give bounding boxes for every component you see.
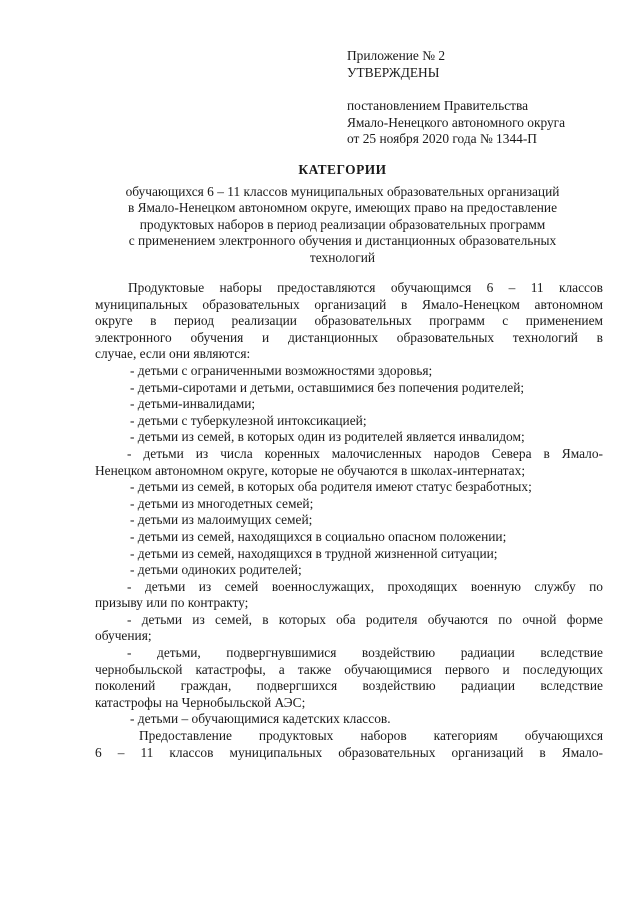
categories-list [95, 363, 603, 728]
list-item: - детьми из малоимущих семей; [130, 512, 313, 528]
list-item: - детьми из семей, в которых один из родителей является инвалидом; [130, 429, 525, 445]
intro-line: Продуктовые наборы предоставляются обучающимся 6 – 11 классов [128, 280, 603, 295]
appendix-number: Приложение № 2 [347, 48, 446, 63]
list-item-continuation: Ненецком автономном округе, которые не обучаются в школах-интернатах; [95, 462, 526, 478]
decree-line-2: Ямало-Ненецкого автономного округа [347, 114, 566, 130]
closing-paragraph [95, 728, 603, 761]
list-item-continuation: чернобыльской катастрофы, а также обучающимися первого и последующих [95, 661, 603, 677]
title-line: продуктовых наборов в период реализации образовательных программ [139, 216, 546, 232]
title-line: в Ямало-Ненецком автономном округе, имеющих право на предоставление [127, 200, 558, 216]
intro-line: округе в период реализации образовательных программ с применением [95, 313, 603, 329]
list-item-continuation: обучения; [95, 628, 152, 644]
title-line: обучающихся 6 – 11 классов муниципальных образовательных организаций [125, 183, 560, 199]
list-item: - детьми из семей, в которых оба родителя обучаются по очной форме [127, 611, 603, 627]
list-item: - детьми из числа коренных малочисленных народов Севера в Ямало- [127, 445, 603, 461]
list-item: - детьми – обучающимися кадетских классов. [130, 711, 391, 727]
list-item: - детьми одиноких родителей; [130, 562, 302, 578]
list-item-continuation: призыву или по контракту; [95, 595, 249, 611]
approved-label: УТВЕРЖДЕНЫ [347, 64, 440, 80]
intro-line: электронного обучения и дистанционных образовательных технологий в [95, 329, 603, 345]
list-item: - детьми, подвергнувшимися воздействию радиации вследствие [127, 645, 603, 661]
list-item: - детьми из семей, находящихся в социально опасном положении; [130, 528, 507, 544]
list-item: - детьми из семей военнослужащих, проходящих военную службу по [127, 578, 603, 594]
closing-line: Предоставление продуктовых наборов категориям обучающихся [139, 728, 603, 744]
intro-line: случае, если они являются: [95, 346, 251, 362]
title-line: технологий [309, 249, 376, 265]
intro-line: муниципальных образовательных организаций в Ямало-Ненецком автономном [95, 296, 603, 312]
title-line: с применением электронного обучения и дистанционных образовательных [128, 233, 557, 249]
title-heading: КАТЕГОРИИ [298, 162, 387, 177]
closing-line: 6 – 11 классов муниципальных образовательных организаций в Ямало- [95, 744, 603, 760]
list-item: - детьми из семей, в которых оба родителя имеют статус безработных; [130, 479, 532, 495]
document-title [95, 162, 590, 267]
list-item: - детьми с ограниченными возможностями здоровья; [130, 362, 433, 378]
document-body [95, 280, 603, 761]
decree-line-3: от 25 ноября 2020 года № 1344-П [347, 131, 537, 147]
list-item-continuation: поколений граждан, подвергшихся воздействию радиации вследствие [95, 678, 603, 694]
list-item: - детьми из многодетных семей; [130, 495, 314, 511]
list-item: - детьми-сиротами и детьми, оставшимися без попечения родителей; [130, 379, 525, 395]
intro-paragraph [95, 280, 603, 363]
list-item-continuation: катастрофы на Чернобыльской АЭС; [95, 694, 306, 710]
decree-line-1: постановлением Правительства [347, 98, 529, 114]
list-item: - детьми из семей, находящихся в трудной жизненной ситуации; [130, 545, 498, 561]
list-item: - детьми-инвалидами; [130, 396, 256, 412]
approval-block [347, 48, 617, 148]
list-item: - детьми с туберкулезной интоксикацией; [130, 412, 367, 428]
